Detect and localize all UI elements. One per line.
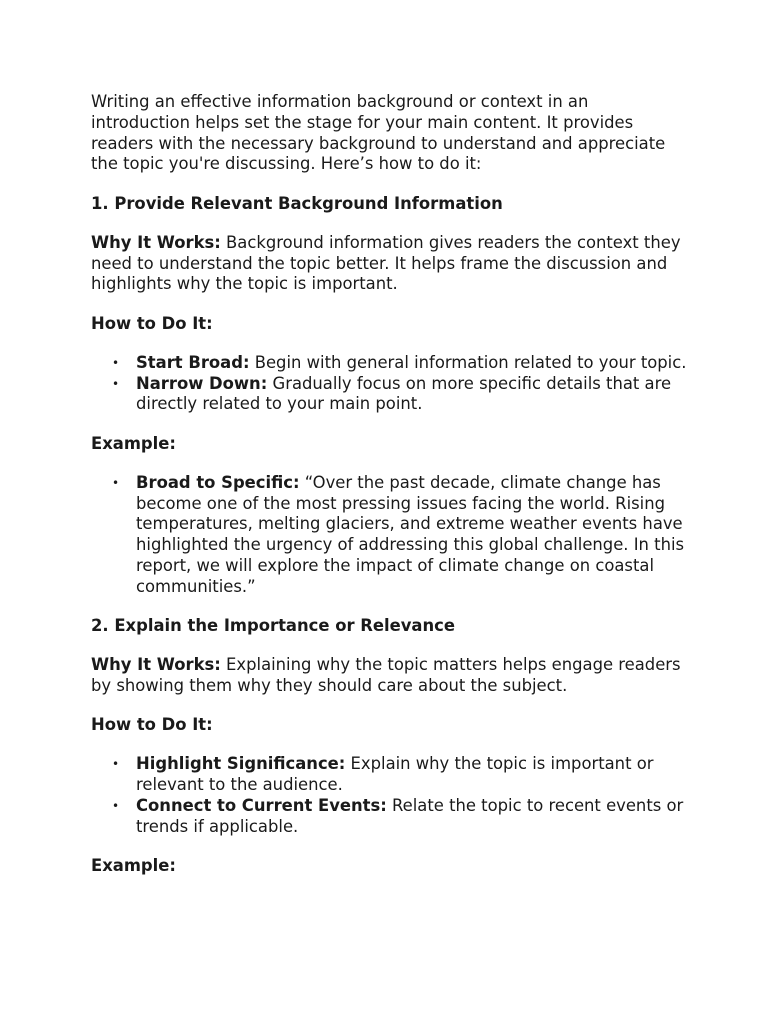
section-2-how-heading: How to Do It: [91,715,213,735]
list-item [136,473,691,598]
list-item-text: “Over the past decade, climate change has become one of the most pressing issues facing the world. Rising temperatures, melting glaciers, and extreme weather events have highlighted the urgency of addressing this global challenge. In this report, we will explore the impact of climate change on coastal communities.” [136,472,685,596]
list-item [136,796,691,838]
list-item-label: Broad to Specific: [136,472,300,492]
document-page [91,92,691,895]
section-1-why-label: Why It Works: [91,232,221,252]
section-2-why-label: Why It Works: [91,655,221,675]
section-2-example-heading: Example: [91,855,176,875]
list-item [136,353,691,374]
section-1-why-paragraph [91,233,691,295]
section-1-how-list [91,353,691,415]
section-2-why-text: Explaining why the topic matters helps engage readers by showing them why they should care about the subject. [91,655,681,695]
list-item-label: Highlight Significance: [136,754,346,774]
section-1-heading: 1. Provide Relevant Background Information [91,193,503,213]
list-item-text: Relate the topic to recent events or trends if applicable. [136,795,684,836]
section-2-how-list [91,754,691,837]
section-1-example-list [91,473,691,598]
list-item-text: Explain why the topic is important or relevant to the audience. [136,754,654,795]
list-item-text: Begin with general information related to your topic. [249,352,687,372]
section-1-why-text: Background information gives readers the context they need to understand the topic better. It helps frame the discussion and highlights why the topic is important. [91,232,681,294]
list-item [136,754,691,796]
section-1-example-heading: Example: [91,433,176,453]
list-item-text: Gradually focus on more specific details that are directly related to your main point. [136,373,672,414]
list-item [136,374,691,416]
section-1-how-heading: How to Do It: [91,313,213,333]
section-2-heading: 2. Explain the Importance or Relevance [91,615,455,635]
section-2-why-paragraph [91,655,691,697]
list-item-label: Start Broad: [136,352,250,372]
intro-paragraph: Writing an effective information background or context in an introduction helps set the stage for your main content. It provides readers with the necessary background to understand and appreciate the topic you're discussing. Here’s how to do it: [91,92,666,174]
list-item-label: Connect to Current Events: [136,795,387,815]
list-item-label: Narrow Down: [136,373,268,393]
